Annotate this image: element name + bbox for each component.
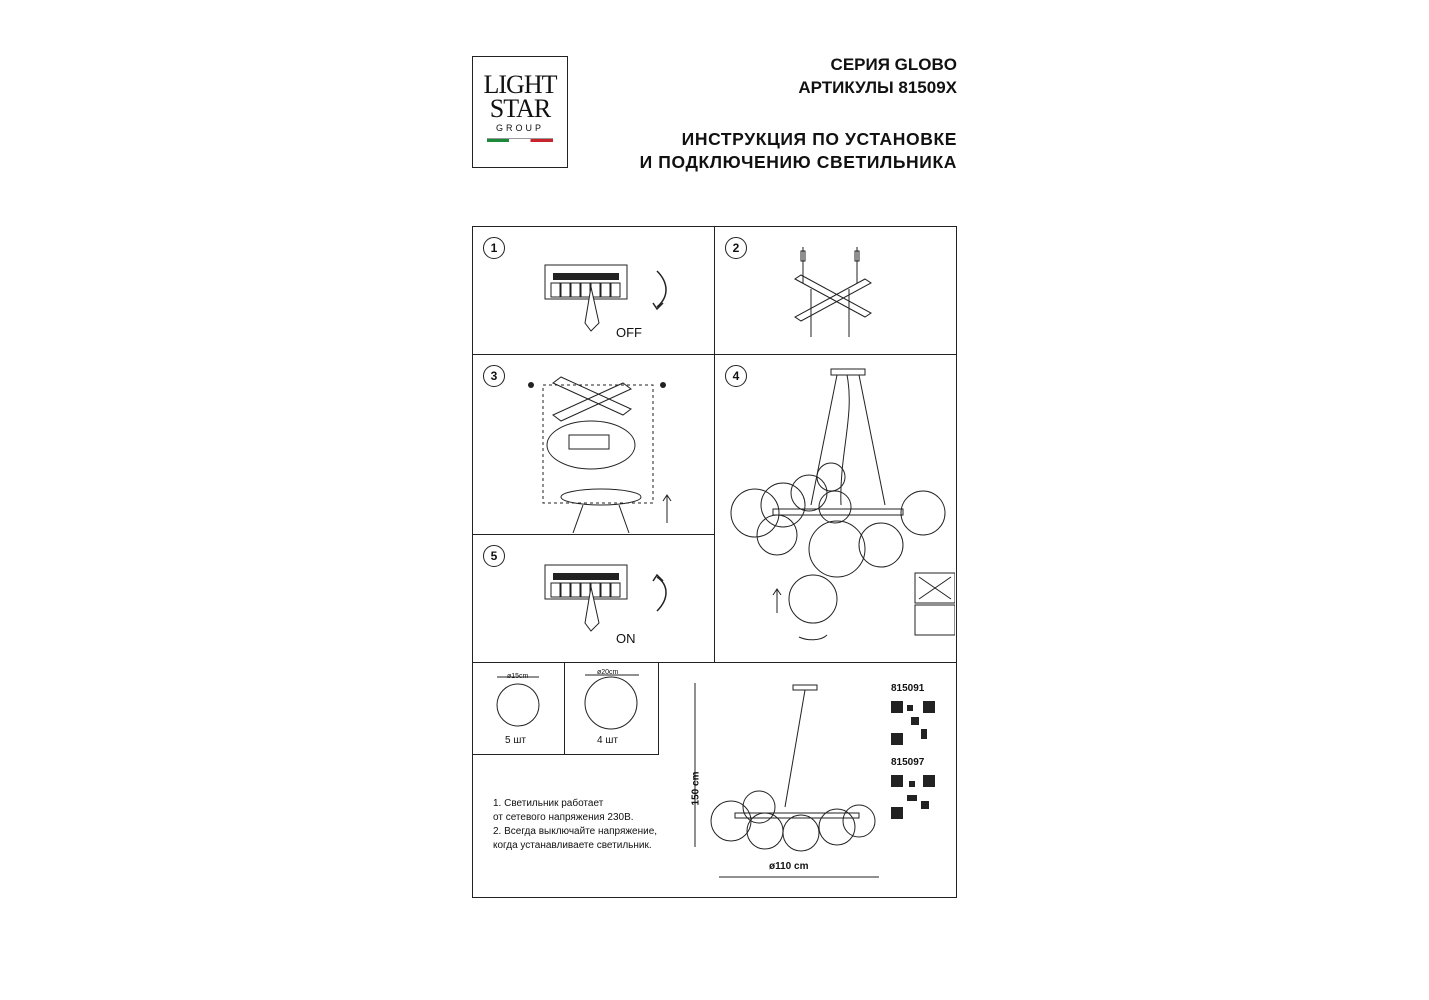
italian-flag-stripe: [487, 138, 553, 142]
bulb-large-diameter: ø20cm: [597, 669, 619, 676]
step-number: 5: [483, 545, 505, 567]
bulb-large-count: 4 шт: [597, 735, 618, 746]
brand-logo: [472, 56, 568, 168]
breaker-off-icon: [473, 227, 713, 353]
height-dimension: 150 cm: [690, 771, 702, 806]
series-header: [798, 53, 957, 99]
step-number: 1: [483, 237, 505, 259]
step-5-panel: [473, 535, 715, 663]
note-1b: от сетевого напряжения 230В.: [493, 812, 634, 823]
article-numbers: АРТИКУЛЫ 81509X: [798, 78, 957, 97]
step-number: 3: [483, 365, 505, 387]
on-label: ON: [616, 631, 636, 646]
chandelier-assembly-icon: [715, 355, 955, 661]
title-line-1: ИНСТРУКЦИЯ ПО УСТАНОВКЕ: [681, 129, 957, 149]
step-3-panel: [473, 355, 715, 535]
installation-notes: [493, 797, 657, 853]
qr-code-icon: [891, 775, 935, 819]
bulb-small-box: [473, 663, 565, 755]
step-1-panel: [473, 227, 715, 355]
series-name: СЕРИЯ GLOBO: [830, 55, 957, 74]
logo-line-1: LIGHT: [483, 70, 557, 99]
qr-code-icon: [891, 701, 935, 745]
note-2a: 2. Всегда выключайте напряжение,: [493, 826, 658, 837]
note-1a: 1. Светильник работает: [493, 798, 604, 809]
article-code-2: 815097: [891, 757, 925, 768]
step-number: 4: [725, 365, 747, 387]
note-2b: когда устанавливаете светильник.: [493, 840, 652, 851]
diameter-dimension: ø110 cm: [769, 861, 809, 872]
article-code-1: 815091: [891, 683, 925, 694]
mounting-bracket-icon: [715, 227, 955, 353]
step-number: 2: [725, 237, 747, 259]
step-2-panel: [715, 227, 956, 355]
bulb-small-diameter: ø15cm: [507, 673, 529, 680]
ceiling-mount-icon: [473, 355, 713, 533]
instruction-title: [640, 128, 957, 174]
instruction-grid: [472, 226, 957, 898]
bulb-small-count: 5 шт: [505, 735, 526, 746]
logo-line-3: GROUP: [495, 123, 544, 133]
logo-line-2: STAR: [489, 94, 551, 123]
off-label: OFF: [616, 325, 642, 340]
step-4-panel: [715, 355, 956, 663]
bulb-large-box: [565, 663, 659, 755]
title-line-2: И ПОДКЛЮЧЕНИЮ СВЕТИЛЬНИКА: [639, 152, 957, 172]
breaker-on-icon: [473, 535, 713, 661]
